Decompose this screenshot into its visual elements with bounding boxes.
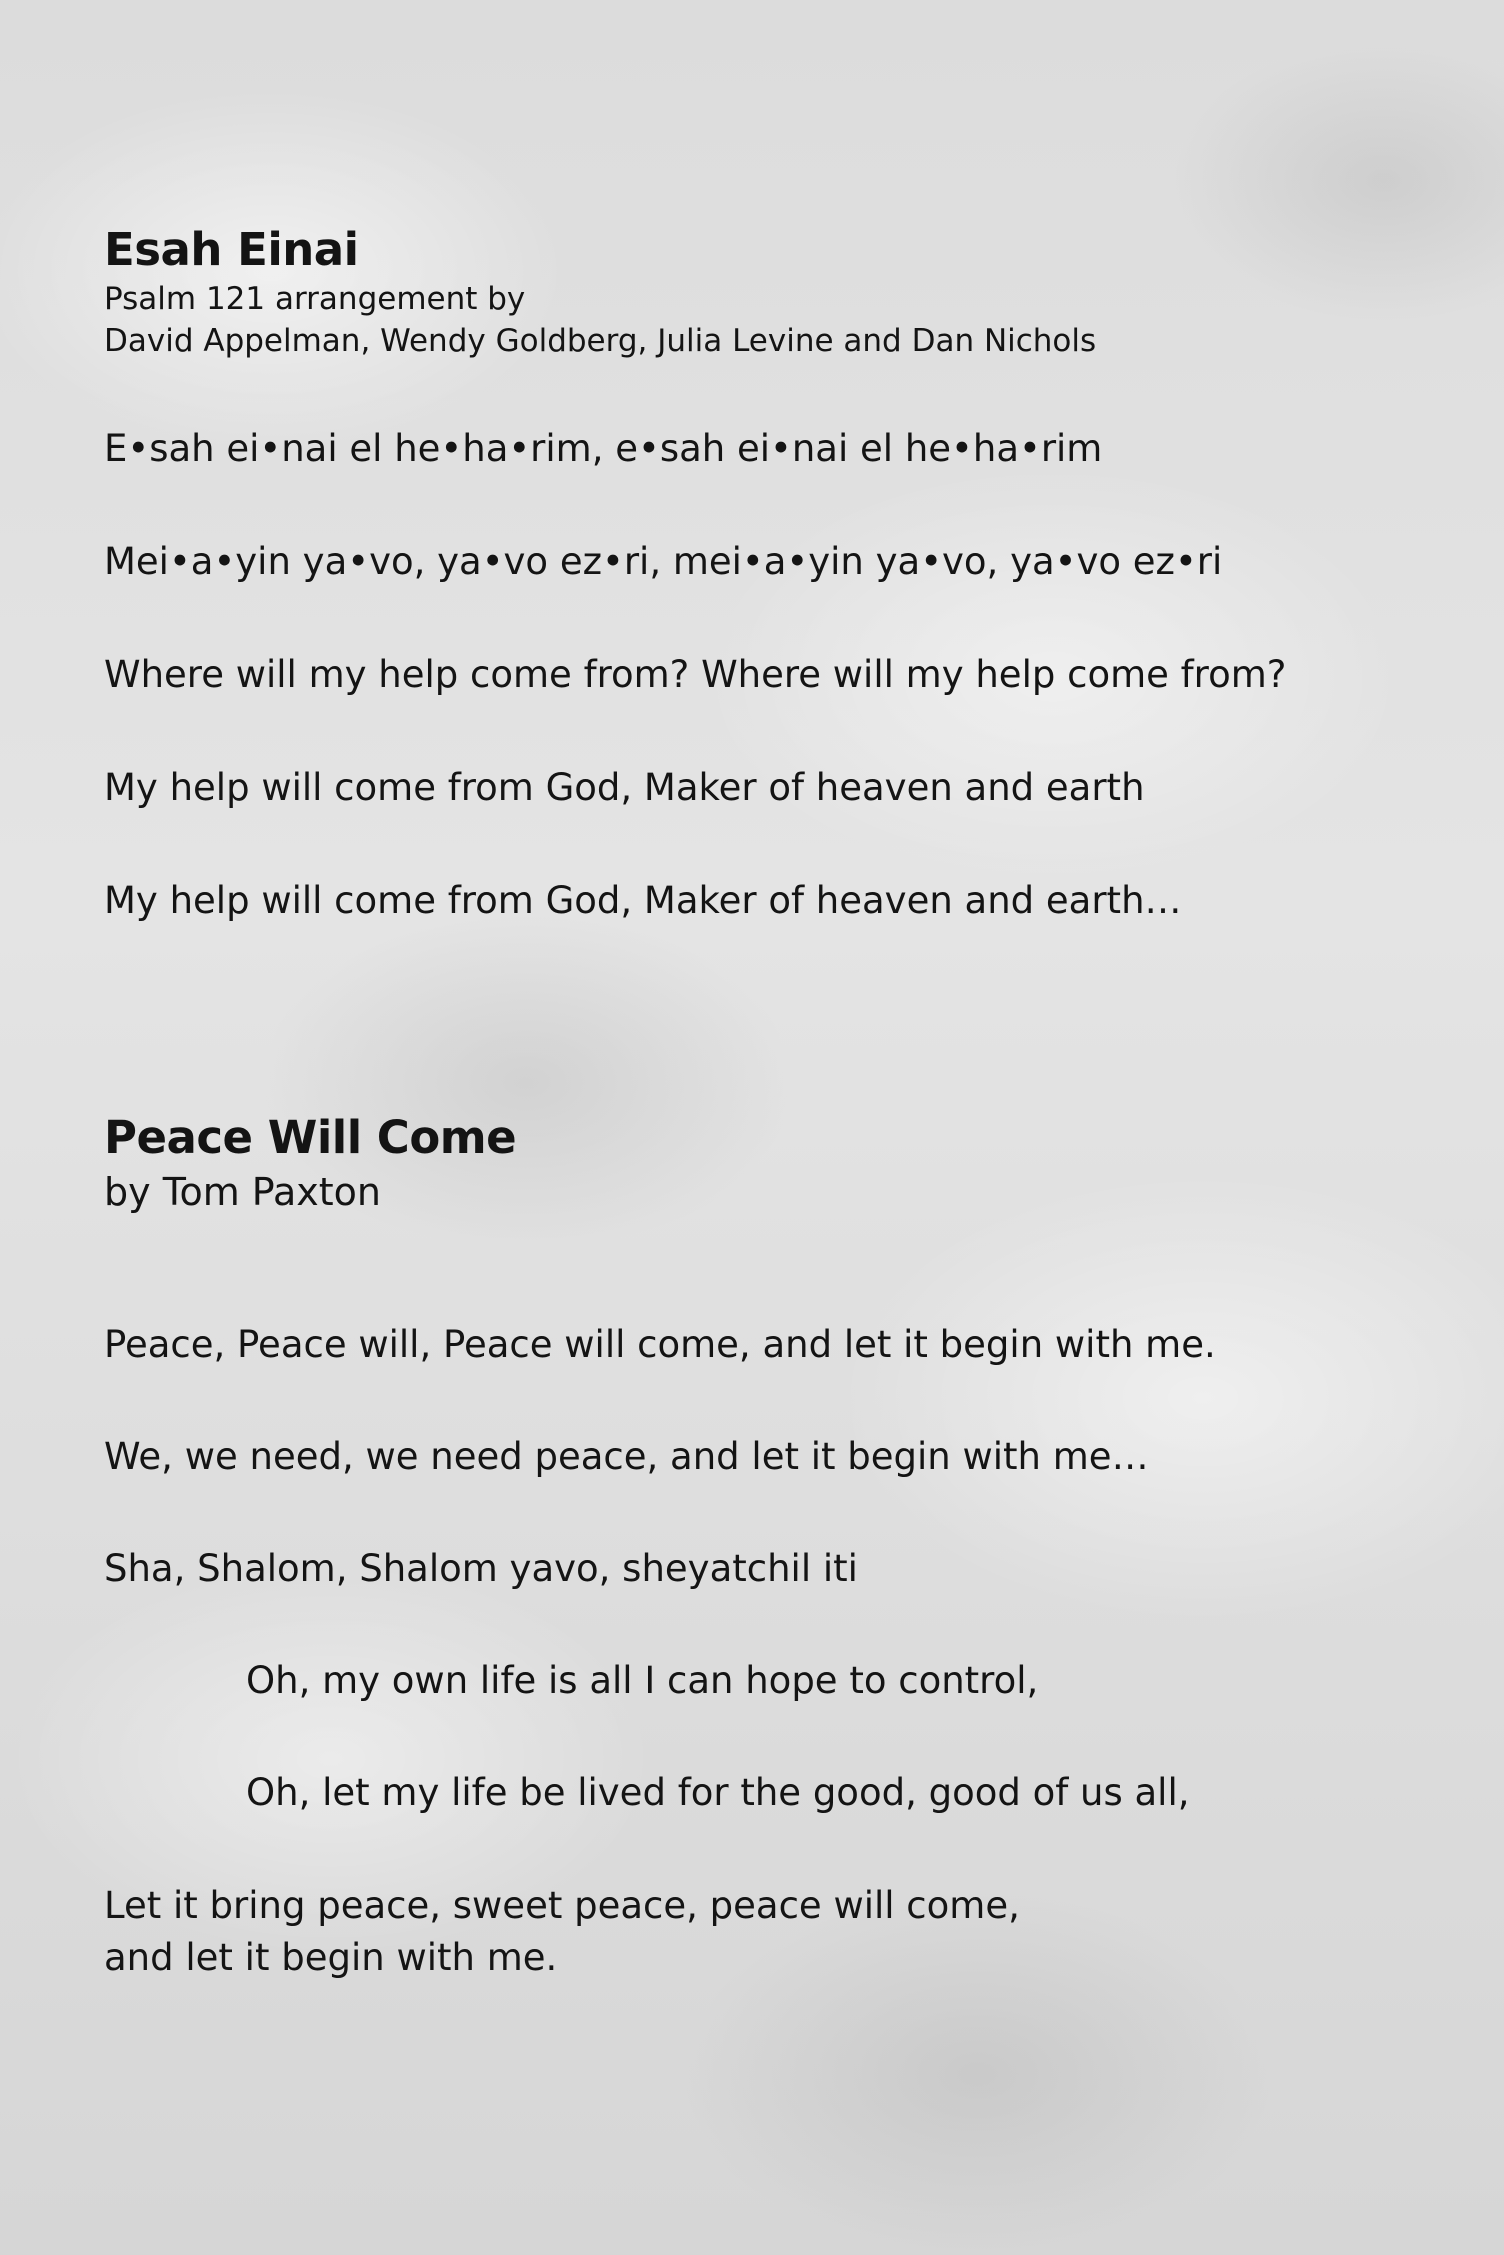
lyric-line-indented: Oh, my own life is all I can hope to control, [246,1659,1039,1702]
lyric-line-indented: Oh, let my life be lived for the good, good of us all, [246,1771,1190,1814]
closing-verse [104,1880,1464,1984]
lyric-line: Sha, Shalom, Shalom yavo, sheyatchil iti [104,1547,858,1590]
song-peace-will-come [104,1110,1464,1984]
lyric-line: Mei•a•yin ya•vo, ya•vo ez•ri, mei•a•yin ya•vo, ya•vo ez•ri [104,540,1223,583]
lyrics-block [104,1320,1464,1818]
lyrics-block [104,424,1464,926]
lyric-line: We, we need, we need peace, and let it begin with me… [104,1435,1149,1478]
song-title: Esah Einai [104,223,359,276]
lyric-line: My help will come from God, Maker of heaven and earth [104,766,1145,809]
lyric-line: E•sah ei•nai el he•ha•rim, e•sah ei•nai el he•ha•rim [104,427,1103,470]
song-title: Peace Will Come [104,1111,517,1164]
lyric-line: Peace, Peace will, Peace will come, and let it begin with me. [104,1323,1216,1366]
song-credit-line: Psalm 121 arrangement by [104,281,526,317]
song-esah-einai [104,222,1464,989]
lyric-line: and let it begin with me. [104,1936,558,1979]
lyric-line: Where will my help come from? Where will my help come from? [104,653,1287,696]
song-credit-line: by Tom Paxton [104,1170,382,1214]
song-credit-line: David Appelman, Wendy Goldberg, Julia Levine and Dan Nichols [104,323,1097,359]
lyric-line: Let it bring peace, sweet peace, peace will come, [104,1884,1020,1927]
lyric-line: My help will come from God, Maker of heaven and earth… [104,879,1182,922]
